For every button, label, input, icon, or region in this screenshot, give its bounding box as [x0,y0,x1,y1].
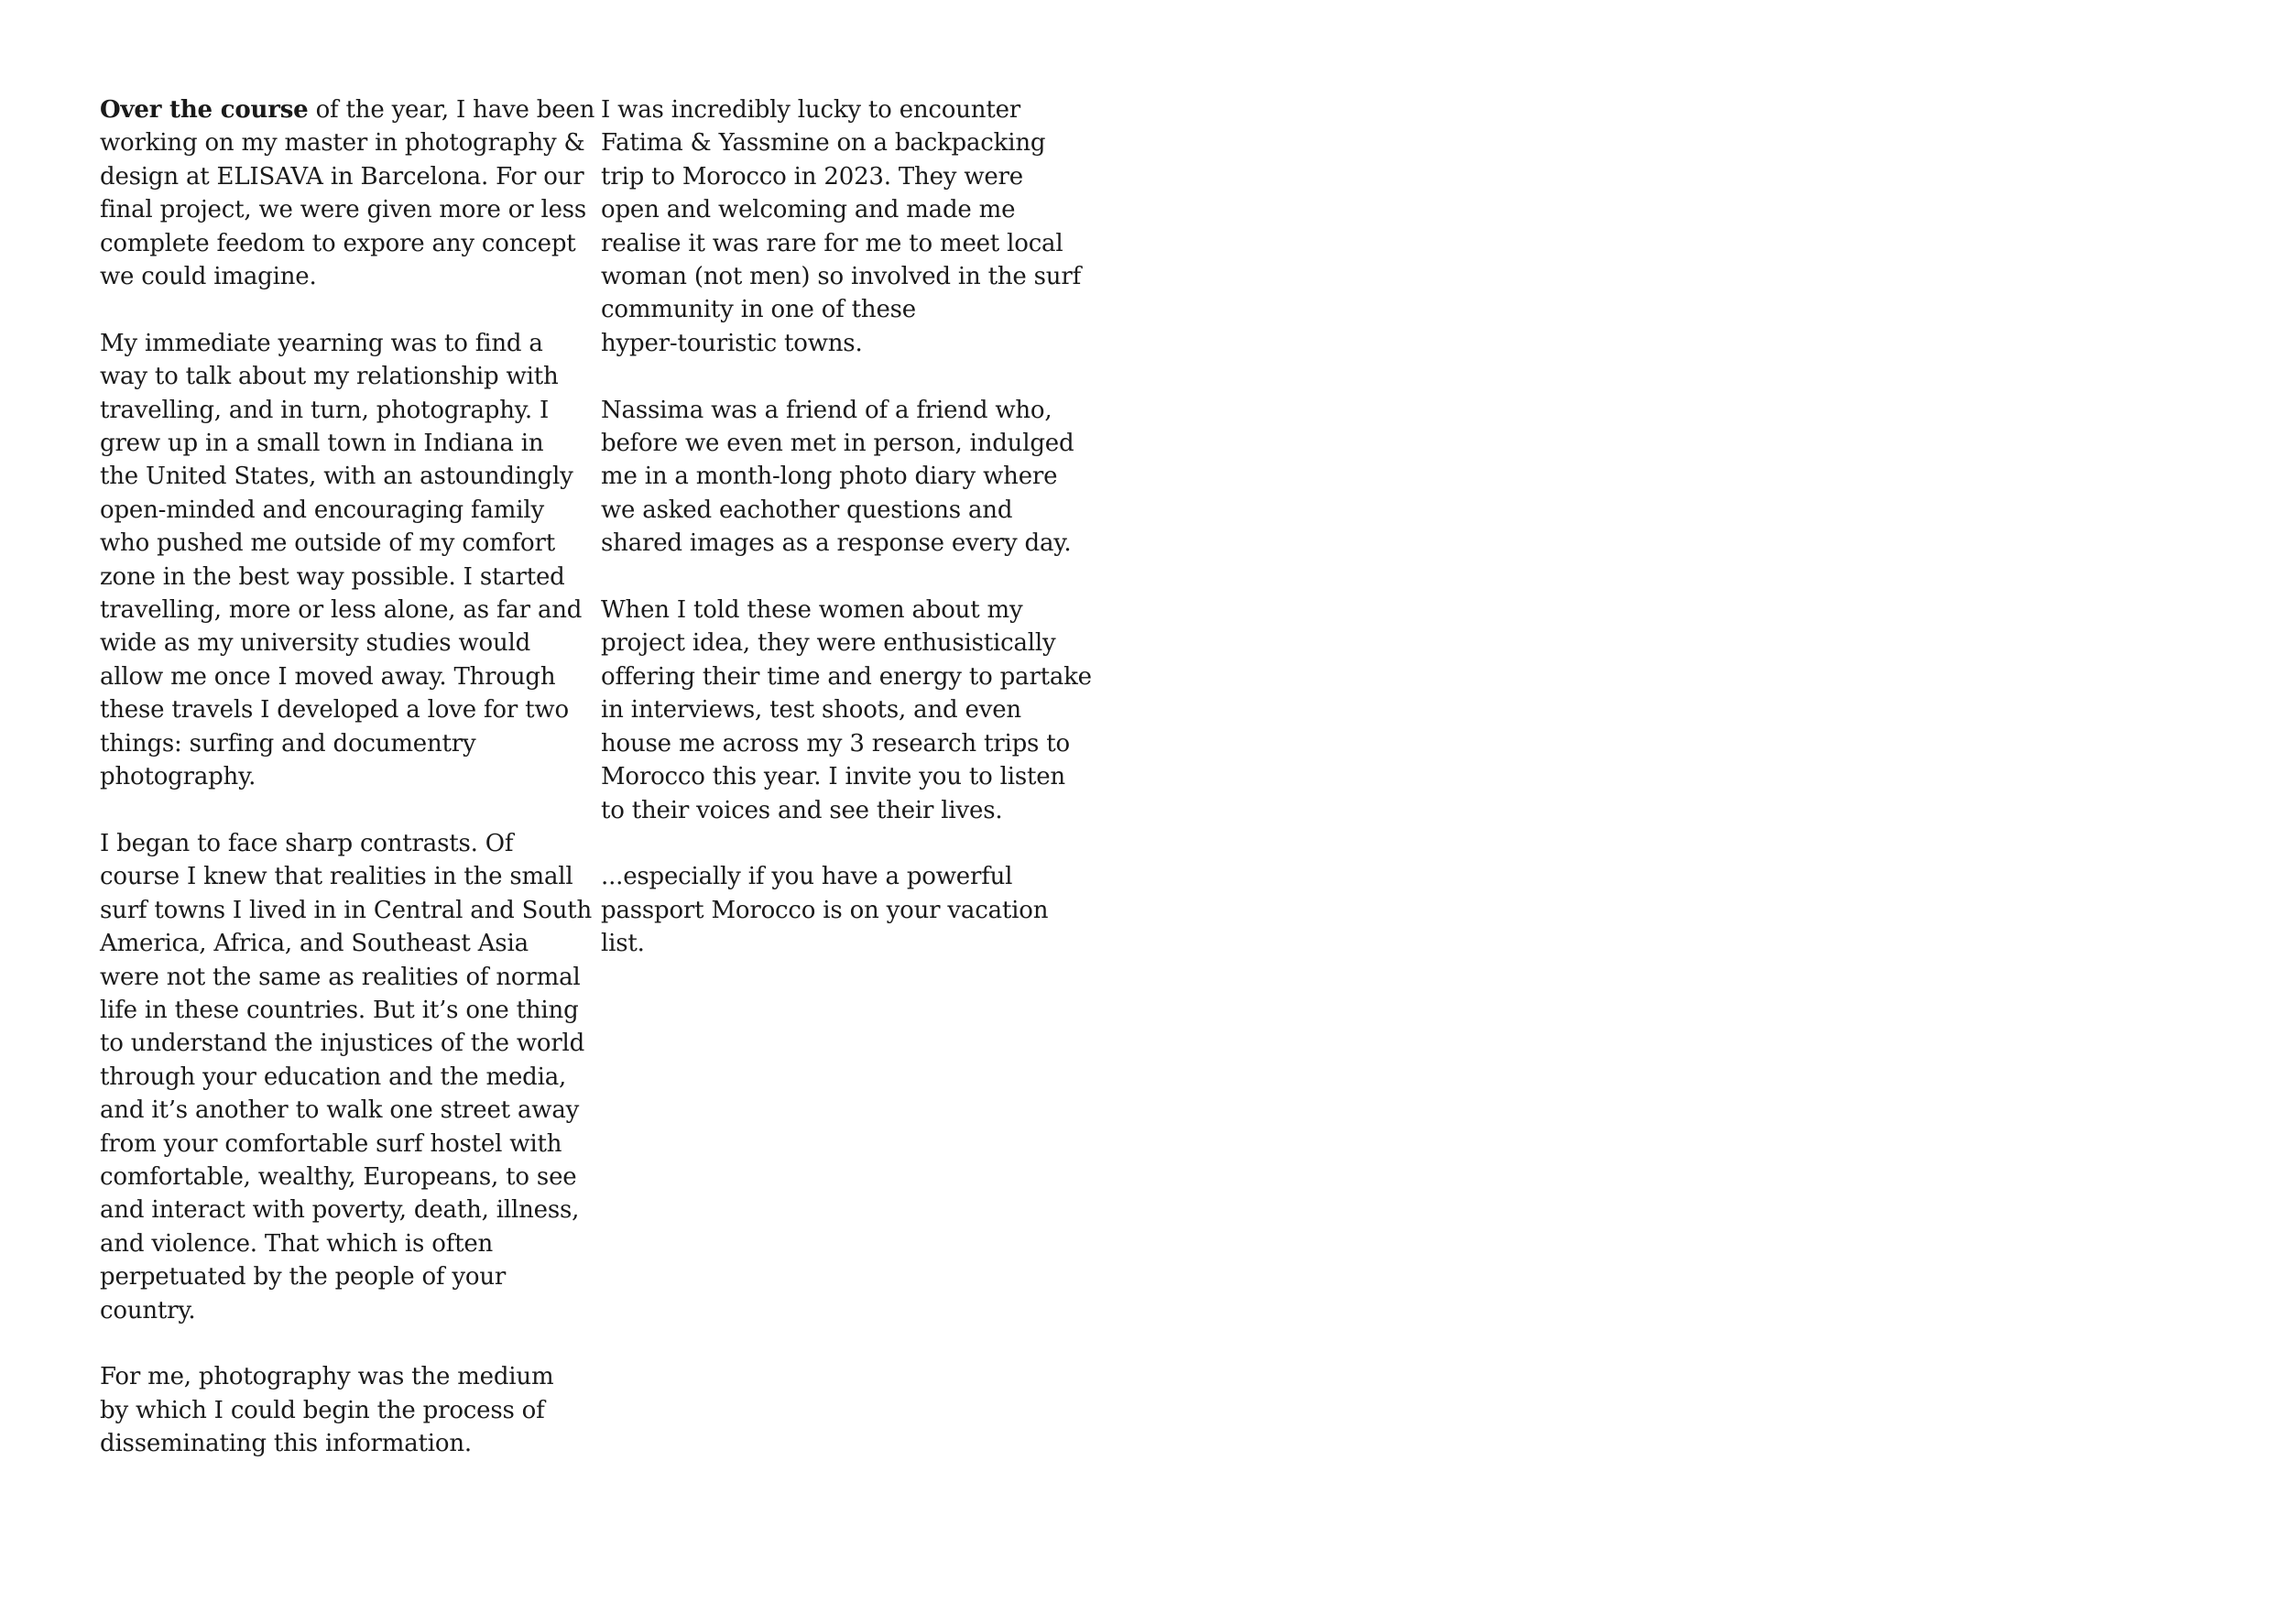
text-line: photography. [100,763,256,791]
text-line: from your comfortable surf hostel with [100,1129,562,1158]
text-line: passport Morocco is on your vacation [601,896,1049,924]
text-line: to their voices and see their lives. [601,796,1003,824]
text-line: through your education and the media, [100,1063,567,1091]
text-line: to understand the injustices of the world [100,1030,585,1058]
text-line: and interact with poverty, death, illness, [100,1196,580,1225]
text-line: these travels I developed a love for two [100,696,569,725]
text-line: course I knew that realities in the small [100,863,573,891]
text-line: I began to face sharp contrasts. Of [100,829,514,857]
text-line: travelling, and in turn, photography. I [100,396,550,424]
text-line: and it’s another to walk one street away [100,1096,580,1125]
text-line: My immediate yearning was to find a [100,329,543,357]
text-line: woman (not men) so involved in the surf [601,263,1081,291]
text-line: surf towns I lived in in Central and South [100,896,593,924]
text-line: working on my master in photography & [100,129,585,158]
text-line: who pushed me outside of my comfort [100,529,555,558]
text-line: by which I could begin the process of [100,1396,545,1424]
text-line: design at ELISAVA in Barcelona. For our [100,162,584,191]
text-line: shared images as a response every day. [601,529,1072,558]
paragraph [100,827,593,1327]
text-line: perpetuated by the people of your [100,1263,507,1292]
intro-paragraph [100,93,595,293]
text-line: final project, we were given more or less [100,196,587,224]
text-line: complete feedom to expore any concept [100,229,576,257]
text-line: hyper-touristic towns. [601,329,863,357]
text-line: me in a month-long photo diary where [601,463,1058,491]
text-line: offering their time and energy to partake [601,662,1092,691]
text-line: were not the same as realities of normal [100,963,581,991]
text-line: Nassima was a friend of a friend who, [601,396,1052,424]
text-line [100,93,595,126]
text-line: grew up in a small town in Indiana in [100,430,544,458]
paragraph [601,860,1077,960]
text-line: before we even met in person, indulged [601,430,1074,458]
paragraph [601,594,1092,827]
text-line: trip to Morocco in 2023. They were [601,162,1023,191]
text-line: open-minded and encouraging family [100,496,544,524]
text-line: Fatima & Yassmine on a backpacking [601,129,1046,158]
paragraph [601,93,1081,360]
paragraph [601,394,1077,561]
paragraph [100,1360,576,1460]
text-line: zone in the best way possible. I started [100,562,565,591]
paragraph [100,327,583,794]
text-line: we asked eachother questions and [601,496,1013,524]
text-line: When I told these women about my [601,596,1023,625]
text-line: house me across my 3 research trips to [601,729,1070,758]
text-line: disseminating this information. [100,1430,472,1458]
text-line: list. [601,930,645,958]
text-line: comfortable, wealthy, Europeans, to see [100,1162,577,1191]
text-fragment: of the year, I have been [308,96,595,124]
text-line: I was incredibly lucky to encounter [601,96,1021,124]
text-line: realise it was rare for me to meet local [601,229,1063,257]
text-line: ...especially if you have a powerful [601,863,1013,891]
text-line: things: surfing and documentry [100,729,476,758]
right-text-column [601,93,1092,994]
text-line: project idea, they were enthusistically [601,629,1056,658]
text-line: and violence. That which is often [100,1229,494,1258]
text-line: community in one of these [601,296,916,324]
text-line: the United States, with an astoundingly [100,463,573,491]
text-line: we could imagine. [100,263,317,291]
text-line: in interviews, test shoots, and even [601,696,1021,725]
text-line: open and welcoming and made me [601,196,1016,224]
text-line: travelling, more or less alone, as far and [100,596,583,625]
lead-in-bold: Over the course [100,96,309,124]
text-line: America, Africa, and Southeast Asia [100,930,529,958]
text-line: country. [100,1296,196,1324]
text-line: way to talk about my relationship with [100,363,559,391]
text-line: life in these countries. But it’s one thing [100,996,579,1024]
left-text-column [100,93,595,1494]
text-line: allow me once I moved away. Through [100,662,556,691]
text-line: For me, photography was the medium [100,1363,554,1391]
text-line: Morocco this year. I invite you to listen [601,763,1065,791]
text-line: wide as my university studies would [100,629,531,658]
